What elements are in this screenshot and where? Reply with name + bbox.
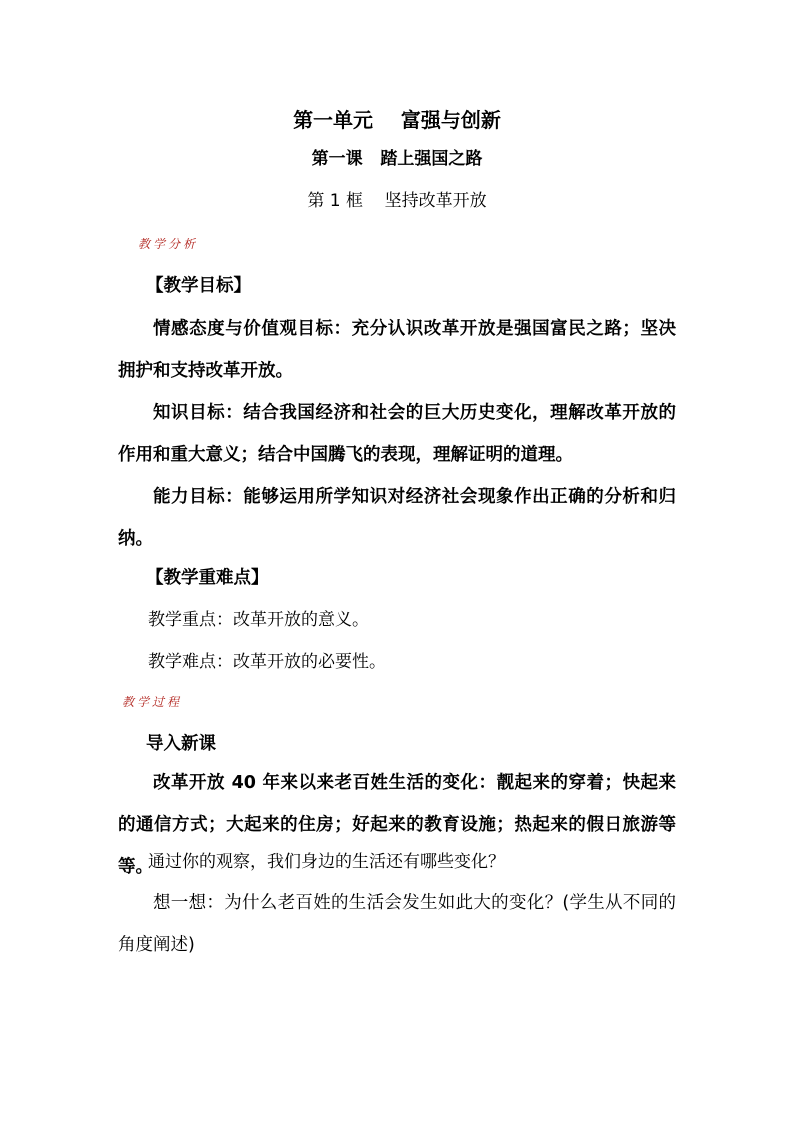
emotion-objective: 情感态度与价值观目标：充分认识改革开放是强国富民之路；坚决拥护和支持改革开放。	[118, 319, 676, 381]
observe-question: 通过你的观察，我们身边的生活还有哪些变化？	[148, 852, 505, 872]
think-question: 想一想：为什么老百姓的生活会发生如此大的变化？(学生从不同的角度阐述)	[118, 893, 676, 955]
knowledge-objective: 知识目标：结合我国经济和社会的巨大历史变化，理解改革开放的作用和重大意义；结合中国腾飞的表现，理解证明的道理。	[118, 403, 676, 465]
ability-objective: 能力目标：能够运用所学知识对经济社会现象作出正确的分析和归纳。	[118, 487, 676, 549]
teaching-process-tag: 教学过程	[122, 695, 183, 709]
life-changes-paragraph: 改革开放 40 年来以来老百姓生活的变化：靓起来的穿着；快起来的通信方式；大起来的住房；好起来的教育设施；热起来的假日旅游等等。	[118, 773, 676, 877]
unit-title: 第一单元 富强与创新	[293, 108, 501, 132]
objectives-heading: 【教学目标】	[146, 276, 251, 296]
teaching-difficulty: 教学难点：改革开放的必要性。	[148, 652, 386, 672]
frame-title: 第 1 框 坚持改革开放	[307, 191, 487, 211]
lesson-title: 第一课 踏上强国之路	[311, 149, 483, 169]
teaching-focus: 教学重点：改革开放的意义。	[148, 610, 369, 630]
teaching-analysis-tag: 教学分析	[138, 237, 199, 251]
intro-heading: 导入新课	[146, 734, 216, 754]
key-points-heading: 【教学重难点】	[146, 568, 269, 588]
